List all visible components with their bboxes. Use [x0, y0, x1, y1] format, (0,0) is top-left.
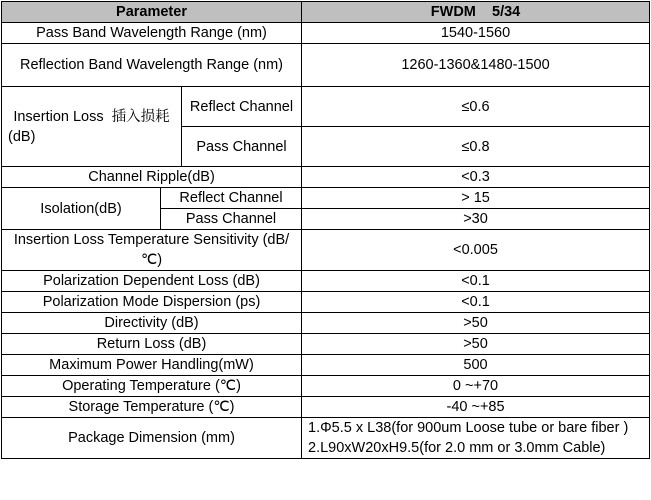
- isolation-pass-label: Pass Channel: [161, 209, 302, 230]
- il-temp-sens-label: Insertion Loss Temperature Sensitivity (dB/℃): [2, 230, 302, 271]
- return-loss-label: Return Loss (dB): [2, 334, 302, 355]
- max-power-value: 500: [302, 355, 650, 376]
- isolation-pass-value: >30: [302, 209, 650, 230]
- isolation-label: Isolation(dB): [2, 188, 161, 230]
- table-row: [2, 376, 650, 397]
- table-row: [2, 87, 650, 127]
- package-value: [302, 418, 650, 459]
- pass-band-label: Pass Band Wavelength Range (nm): [2, 23, 302, 44]
- channel-ripple-value: <0.3: [302, 167, 650, 188]
- reflection-band-label: Reflection Band Wavelength Range (nm): [2, 44, 302, 87]
- table-row: [2, 355, 650, 376]
- insertion-loss-reflect-value: ≤0.6: [302, 87, 650, 127]
- op-temp-value: 0 ~+70: [302, 376, 650, 397]
- max-power-label: Maximum Power Handling(mW): [2, 355, 302, 376]
- table-row: [2, 397, 650, 418]
- pdl-value: <0.1: [302, 271, 650, 292]
- insertion-loss-pass-value: ≤0.8: [302, 127, 650, 167]
- table-row: [2, 292, 650, 313]
- insertion-loss-reflect-label: Reflect Channel: [182, 87, 302, 127]
- channel-ripple-label: Channel Ripple(dB): [2, 167, 302, 188]
- table-row: [2, 418, 650, 459]
- table-row: [2, 23, 650, 44]
- directivity-value: >50: [302, 313, 650, 334]
- insertion-loss-label: Insertion Loss 插入损耗(dB): [2, 87, 182, 167]
- package-line-2: 2.L90xW20xH9.5(for 2.0 mm or 3.0mm Cable): [308, 440, 606, 456]
- pmd-label: Polarization Mode Dispersion (ps): [2, 292, 302, 313]
- op-temp-label: Operating Temperature (℃): [2, 376, 302, 397]
- header-model: FWDM 5/34: [302, 2, 650, 23]
- package-label: Package Dimension (mm): [2, 418, 302, 459]
- storage-temp-value: -40 ~+85: [302, 397, 650, 418]
- table-row: [2, 334, 650, 355]
- table-row: [2, 44, 650, 87]
- header-row: [2, 2, 650, 23]
- isolation-reflect-label: Reflect Channel: [161, 188, 302, 209]
- pdl-label: Polarization Dependent Loss (dB): [2, 271, 302, 292]
- table-row: [2, 230, 650, 271]
- il-temp-sens-value: <0.005: [302, 230, 650, 271]
- reflection-band-value: 1260-1360&1480-1500: [302, 44, 650, 87]
- isolation-reflect-value: > 15: [302, 188, 650, 209]
- table-row: [2, 188, 650, 209]
- package-line-1: 1.Φ5.5 x L38(for 900um Loose tube or bare fiber ): [308, 420, 629, 436]
- pmd-value: <0.1: [302, 292, 650, 313]
- storage-temp-label: Storage Temperature (℃): [2, 397, 302, 418]
- insertion-loss-pass-label: Pass Channel: [182, 127, 302, 167]
- table-row: [2, 167, 650, 188]
- table-row: [2, 313, 650, 334]
- return-loss-value: >50: [302, 334, 650, 355]
- directivity-label: Directivity (dB): [2, 313, 302, 334]
- pass-band-value: 1540-1560: [302, 23, 650, 44]
- table-row: [2, 271, 650, 292]
- header-parameter: Parameter: [2, 2, 302, 23]
- spec-table: [1, 1, 650, 459]
